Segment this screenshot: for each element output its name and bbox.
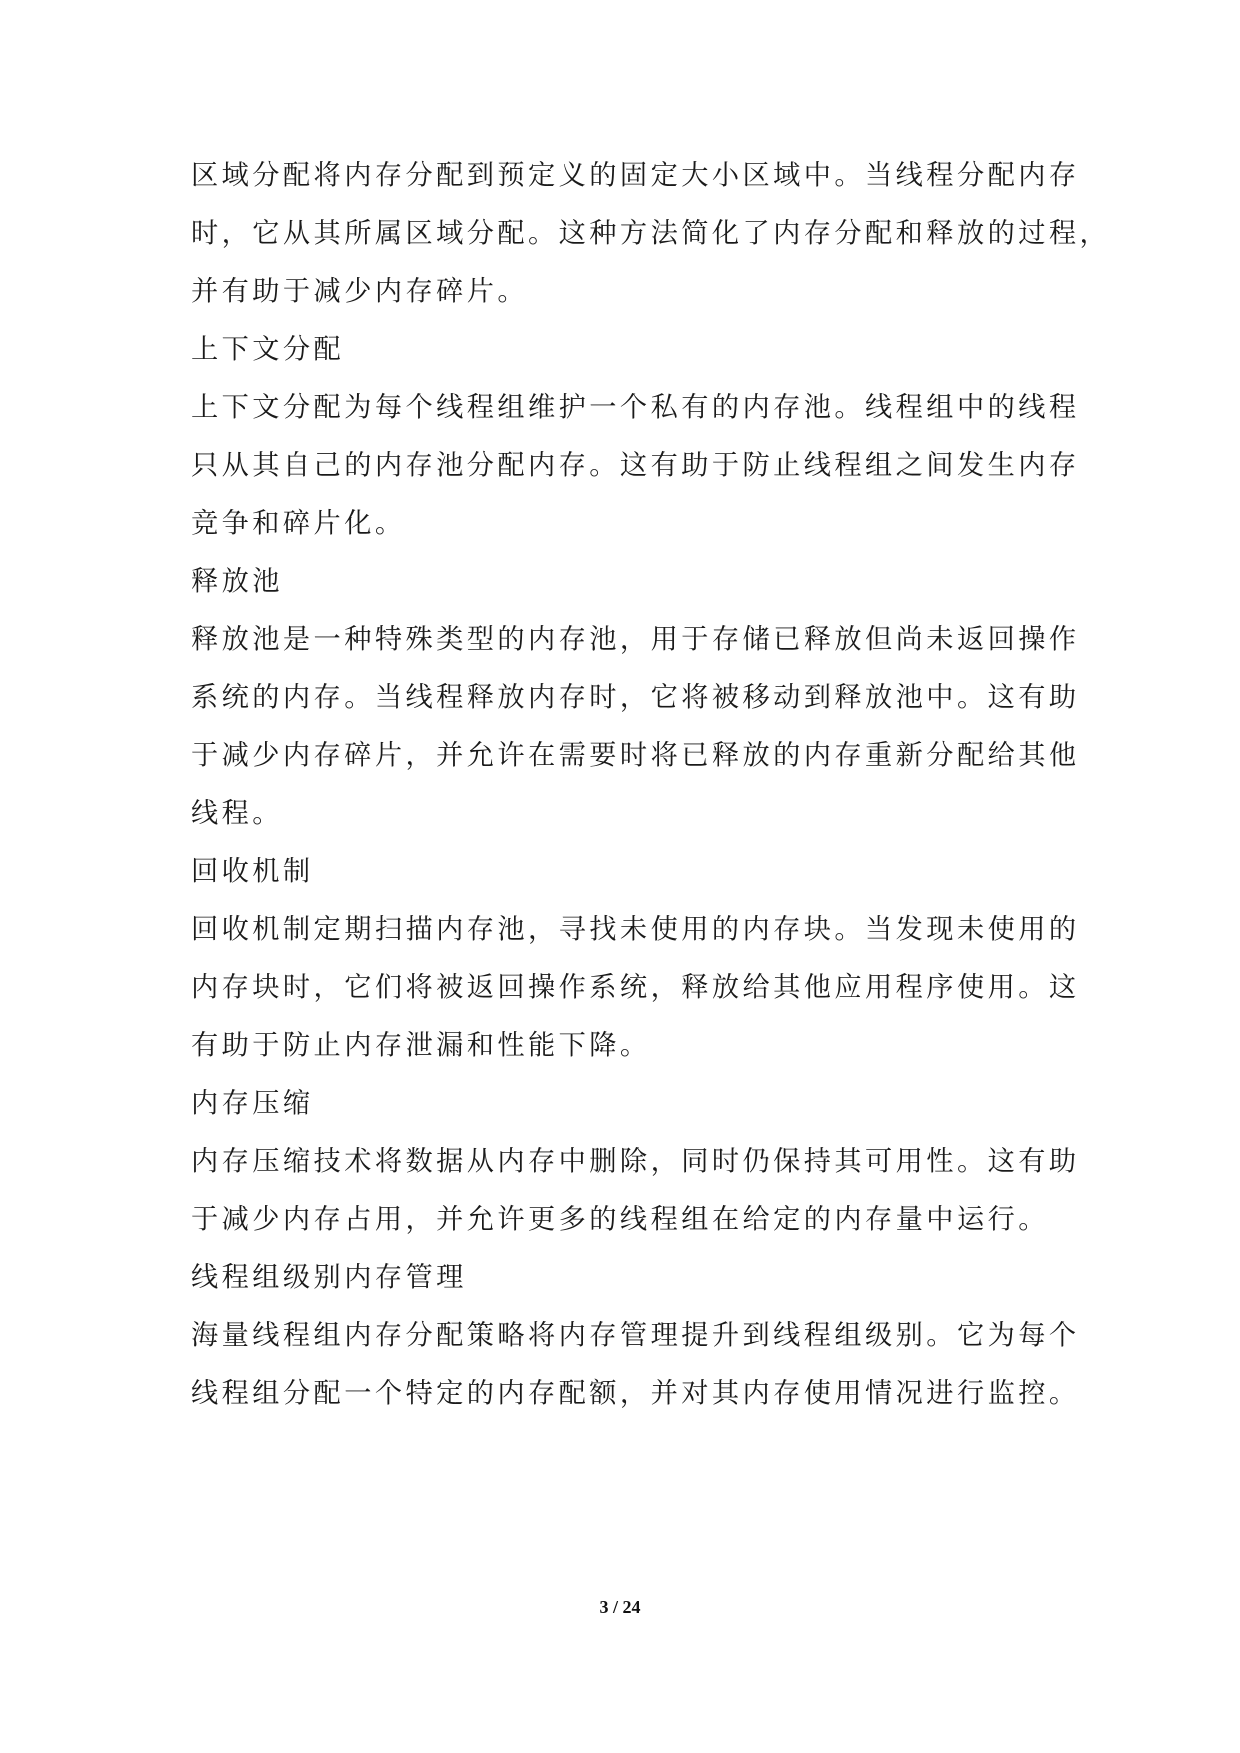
text-line: 时，它从其所属区域分配。这种方法简化了内存分配和释放的过程， [191,218,1111,249]
text-line: 于减少内存碎片，并允许在需要时将已释放的内存重新分配给其他 [191,740,1080,771]
text-line: 回收机制定期扫描内存池，寻找未使用的内存块。当发现未使用的 [191,914,1080,945]
text-line: 内存压缩技术将数据从内存中删除，同时仍保持其可用性。这有助 [191,1146,1080,1177]
text-line: 海量线程组内存分配策略将内存管理提升到线程组级别。它为每个 [191,1320,1080,1351]
section-heading: 线程组级别内存管理 [191,1262,467,1293]
text-line: 区域分配将内存分配到预定义的固定大小区域中。当线程分配内存 [191,160,1080,191]
section-heading: 释放池 [191,566,283,597]
text-line: 只从其自己的内存池分配内存。这有助于防止线程组之间发生内存 [191,450,1080,481]
section-heading: 回收机制 [191,856,314,887]
text-line: 上下文分配为每个线程组维护一个私有的内存池。线程组中的线程 [191,392,1080,423]
text-line: 线程组分配一个特定的内存配额，并对其内存使用情况进行监控。 [191,1378,1080,1409]
section-heading: 上下文分配 [191,334,345,365]
text-line: 于减少内存占用，并允许更多的线程组在给定的内存量中运行。 [191,1204,1049,1235]
text-line: 内存块时，它们将被返回操作系统，释放给其他应用程序使用。这 [191,972,1080,1003]
text-line: 竞争和碎片化。 [191,508,406,539]
text-line: 释放池是一种特殊类型的内存池，用于存储已释放但尚未返回操作 [191,624,1080,655]
section-heading: 内存压缩 [191,1088,314,1119]
text-line: 有助于防止内存泄漏和性能下降。 [191,1030,651,1061]
text-line: 系统的内存。当线程释放内存时，它将被移动到释放池中。这有助 [191,682,1080,713]
page-number: 3 / 24 [599,1597,641,1617]
text-line: 线程。 [191,798,283,829]
text-line: 并有助于减少内存碎片。 [191,276,529,307]
